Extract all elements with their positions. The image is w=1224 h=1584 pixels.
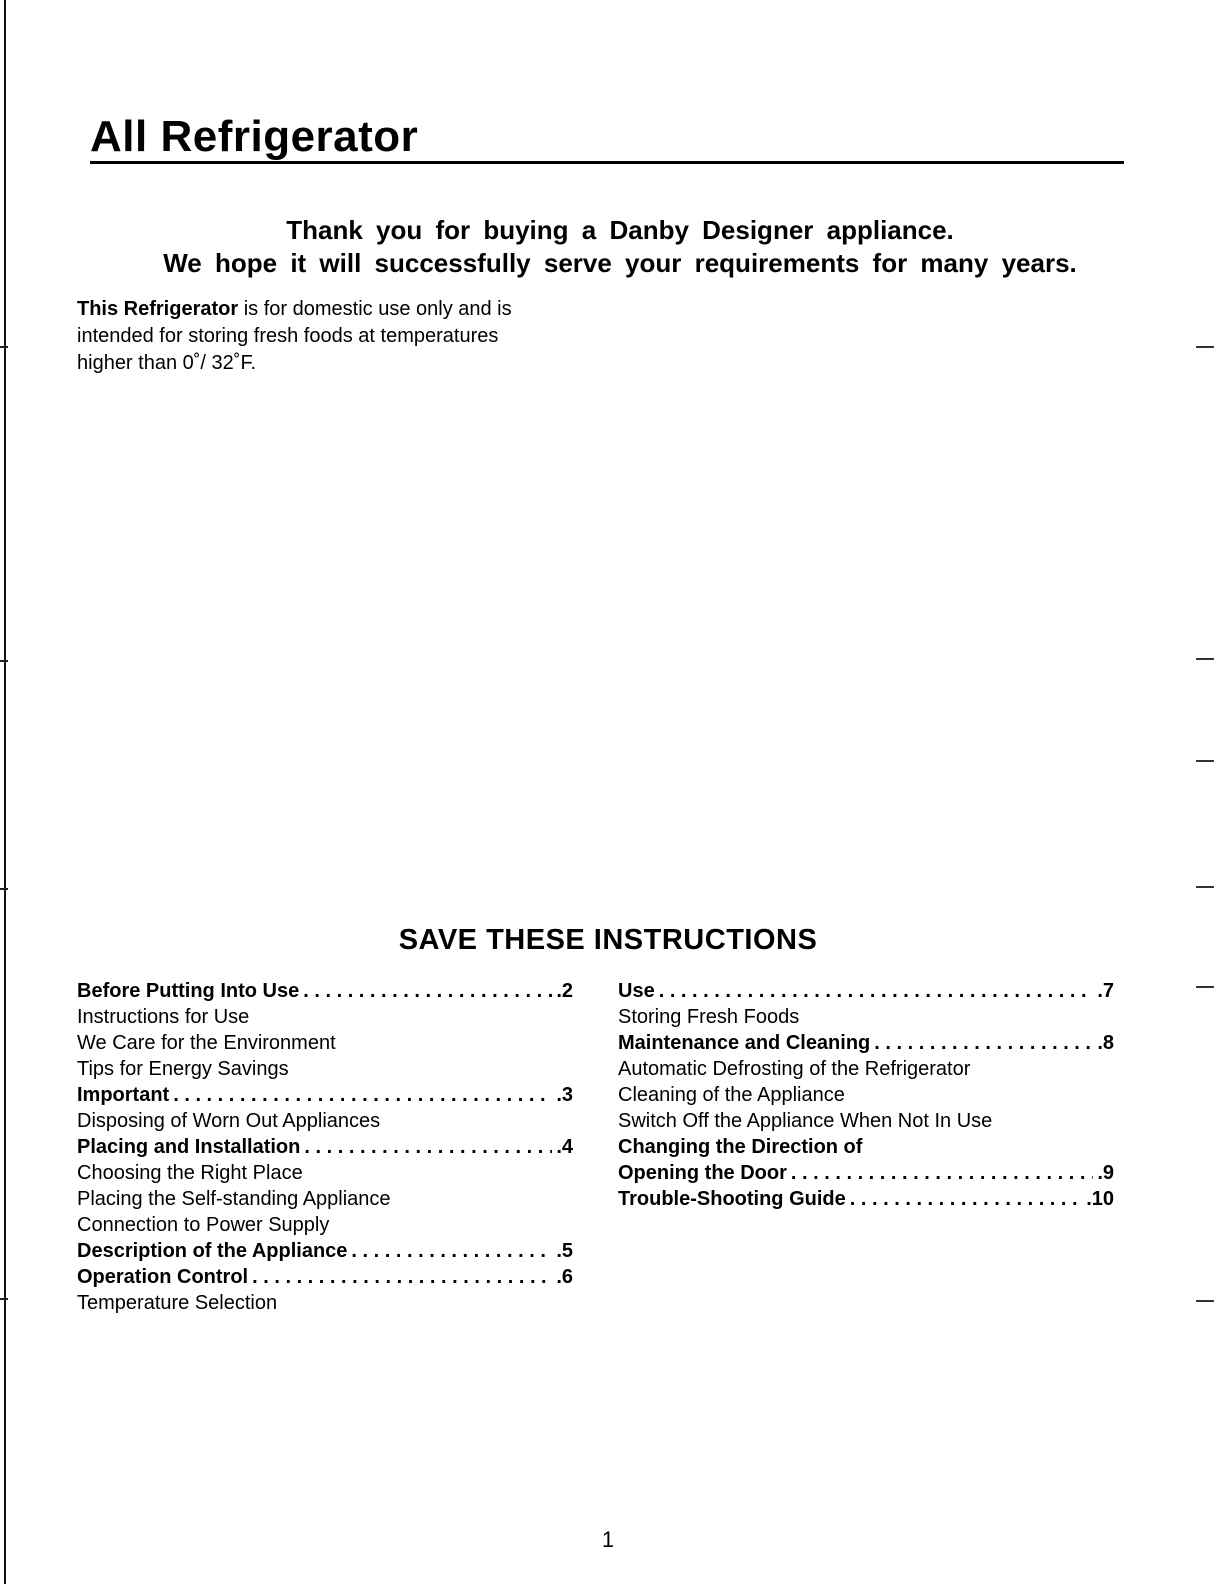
toc-page-number: .5 [556,1240,573,1262]
toc-page-number: .9 [1097,1162,1114,1184]
scan-edge-mark [1196,886,1214,888]
toc-entry-label: Operation Control [77,1266,249,1288]
toc-entry-label: Automatic Defrosting of the Refrigerator [618,1058,971,1080]
toc-page-number: .8 [1097,1032,1114,1054]
toc-subsection [77,1108,573,1134]
toc-dot-leader [173,1082,552,1108]
scan-edge-mark [0,346,8,348]
toc-entry-label: Choosing the Right Place [77,1162,303,1184]
thank-you-line-1: Thank you for buying a Danby Designer appliance. [286,215,954,245]
toc-dot-leader [304,1134,552,1160]
toc-dot-leader [850,1186,1082,1212]
table-of-contents-right [618,978,1114,1212]
toc-entry-label: Switch Off the Appliance When Not In Use [618,1110,993,1132]
toc-page-number: .6 [556,1266,573,1288]
save-instructions-heading: SAVE THESE INSTRUCTIONS [398,924,818,956]
toc-entry-label: Changing the Direction of [618,1136,863,1158]
toc-section-heading [618,978,1114,1004]
page-number: 1 [601,1527,615,1552]
table-of-contents-left [77,978,573,1316]
toc-section-heading [618,1160,1114,1186]
scan-edge-mark [0,1298,8,1300]
scan-edge-mark [1196,760,1214,762]
toc-dot-leader [874,1030,1093,1056]
toc-entry-label: Storing Fresh Foods [618,1006,800,1028]
toc-entry-label: Placing and Installation [77,1136,301,1158]
toc-entry-label: Opening the Door [618,1162,787,1184]
toc-entry-label: Connection to Power Supply [77,1214,330,1236]
intro-bold-lead: This Refrigerator [77,298,239,320]
toc-entry-label: Temperature Selection [77,1292,278,1314]
toc-section-heading [618,1186,1114,1212]
toc-entry-label: Placing the Self-standing Appliance [77,1188,391,1210]
toc-entry-label: Tips for Energy Savings [77,1058,289,1080]
toc-dot-leader [252,1264,552,1290]
page-title: All Refrigerator [90,112,419,161]
intro-line-3: higher than 0˚/ 32˚F. [77,352,256,374]
toc-subsection [77,1056,573,1082]
scan-edge-mark [1196,1300,1214,1302]
intro-paragraph [77,296,597,377]
toc-section-heading [77,1264,573,1290]
toc-entry-label: Description of the Appliance [77,1240,348,1262]
title-underline [90,161,1124,164]
toc-subsection [77,1160,573,1186]
toc-page-number: .7 [1097,980,1114,1002]
toc-entry-label: Cleaning of the Appliance [618,1084,845,1106]
toc-entry-label: Important [77,1084,170,1106]
toc-dot-leader [659,978,1094,1004]
toc-section-heading [77,978,573,1004]
toc-page-number: .3 [556,1084,573,1106]
toc-section-heading [618,1134,1114,1160]
toc-entry-label: Maintenance and Cleaning [618,1032,871,1054]
toc-subsection [77,1030,573,1056]
toc-dot-leader [351,1238,552,1264]
toc-subsection [77,1290,573,1316]
scan-edge-mark [1196,658,1214,660]
toc-entry-label: Instructions for Use [77,1006,250,1028]
toc-dot-leader [303,978,552,1004]
toc-section-heading [77,1134,573,1160]
scan-edge-mark [0,888,8,890]
intro-line-2: intended for storing fresh foods at temperatures [77,325,499,347]
intro-line-1 [77,296,597,323]
toc-entry-label: Use [618,980,655,1002]
toc-section-heading [77,1082,573,1108]
toc-subsection [77,1186,573,1212]
scan-edge-mark [1196,346,1214,348]
toc-entry-label: Trouble-Shooting Guide [618,1188,846,1210]
scan-edge-mark [0,660,8,662]
toc-section-heading [77,1238,573,1264]
toc-subsection [618,1004,1114,1030]
scan-edge-mark [1196,986,1214,988]
toc-page-number: .10 [1086,1188,1114,1210]
toc-subsection [77,1212,573,1238]
toc-page-number: .2 [556,980,573,1002]
toc-subsection [77,1004,573,1030]
scan-left-edge [4,0,6,1584]
toc-dot-leader [791,1160,1093,1186]
toc-page-number: .4 [556,1136,573,1158]
thank-you-message [70,214,1170,280]
toc-subsection [618,1056,1114,1082]
toc-subsection [618,1108,1114,1134]
toc-entry-label: Before Putting Into Use [77,980,300,1002]
thank-you-line-2: We hope it will successfully serve your requirements for many years. [163,248,1077,278]
toc-section-heading [618,1030,1114,1056]
intro-line-1-text: is for domestic use only and is [238,298,512,320]
toc-subsection [618,1082,1114,1108]
toc-entry-label: Disposing of Worn Out Appliances [77,1110,381,1132]
toc-entry-label: We Care for the Environment [77,1032,336,1054]
